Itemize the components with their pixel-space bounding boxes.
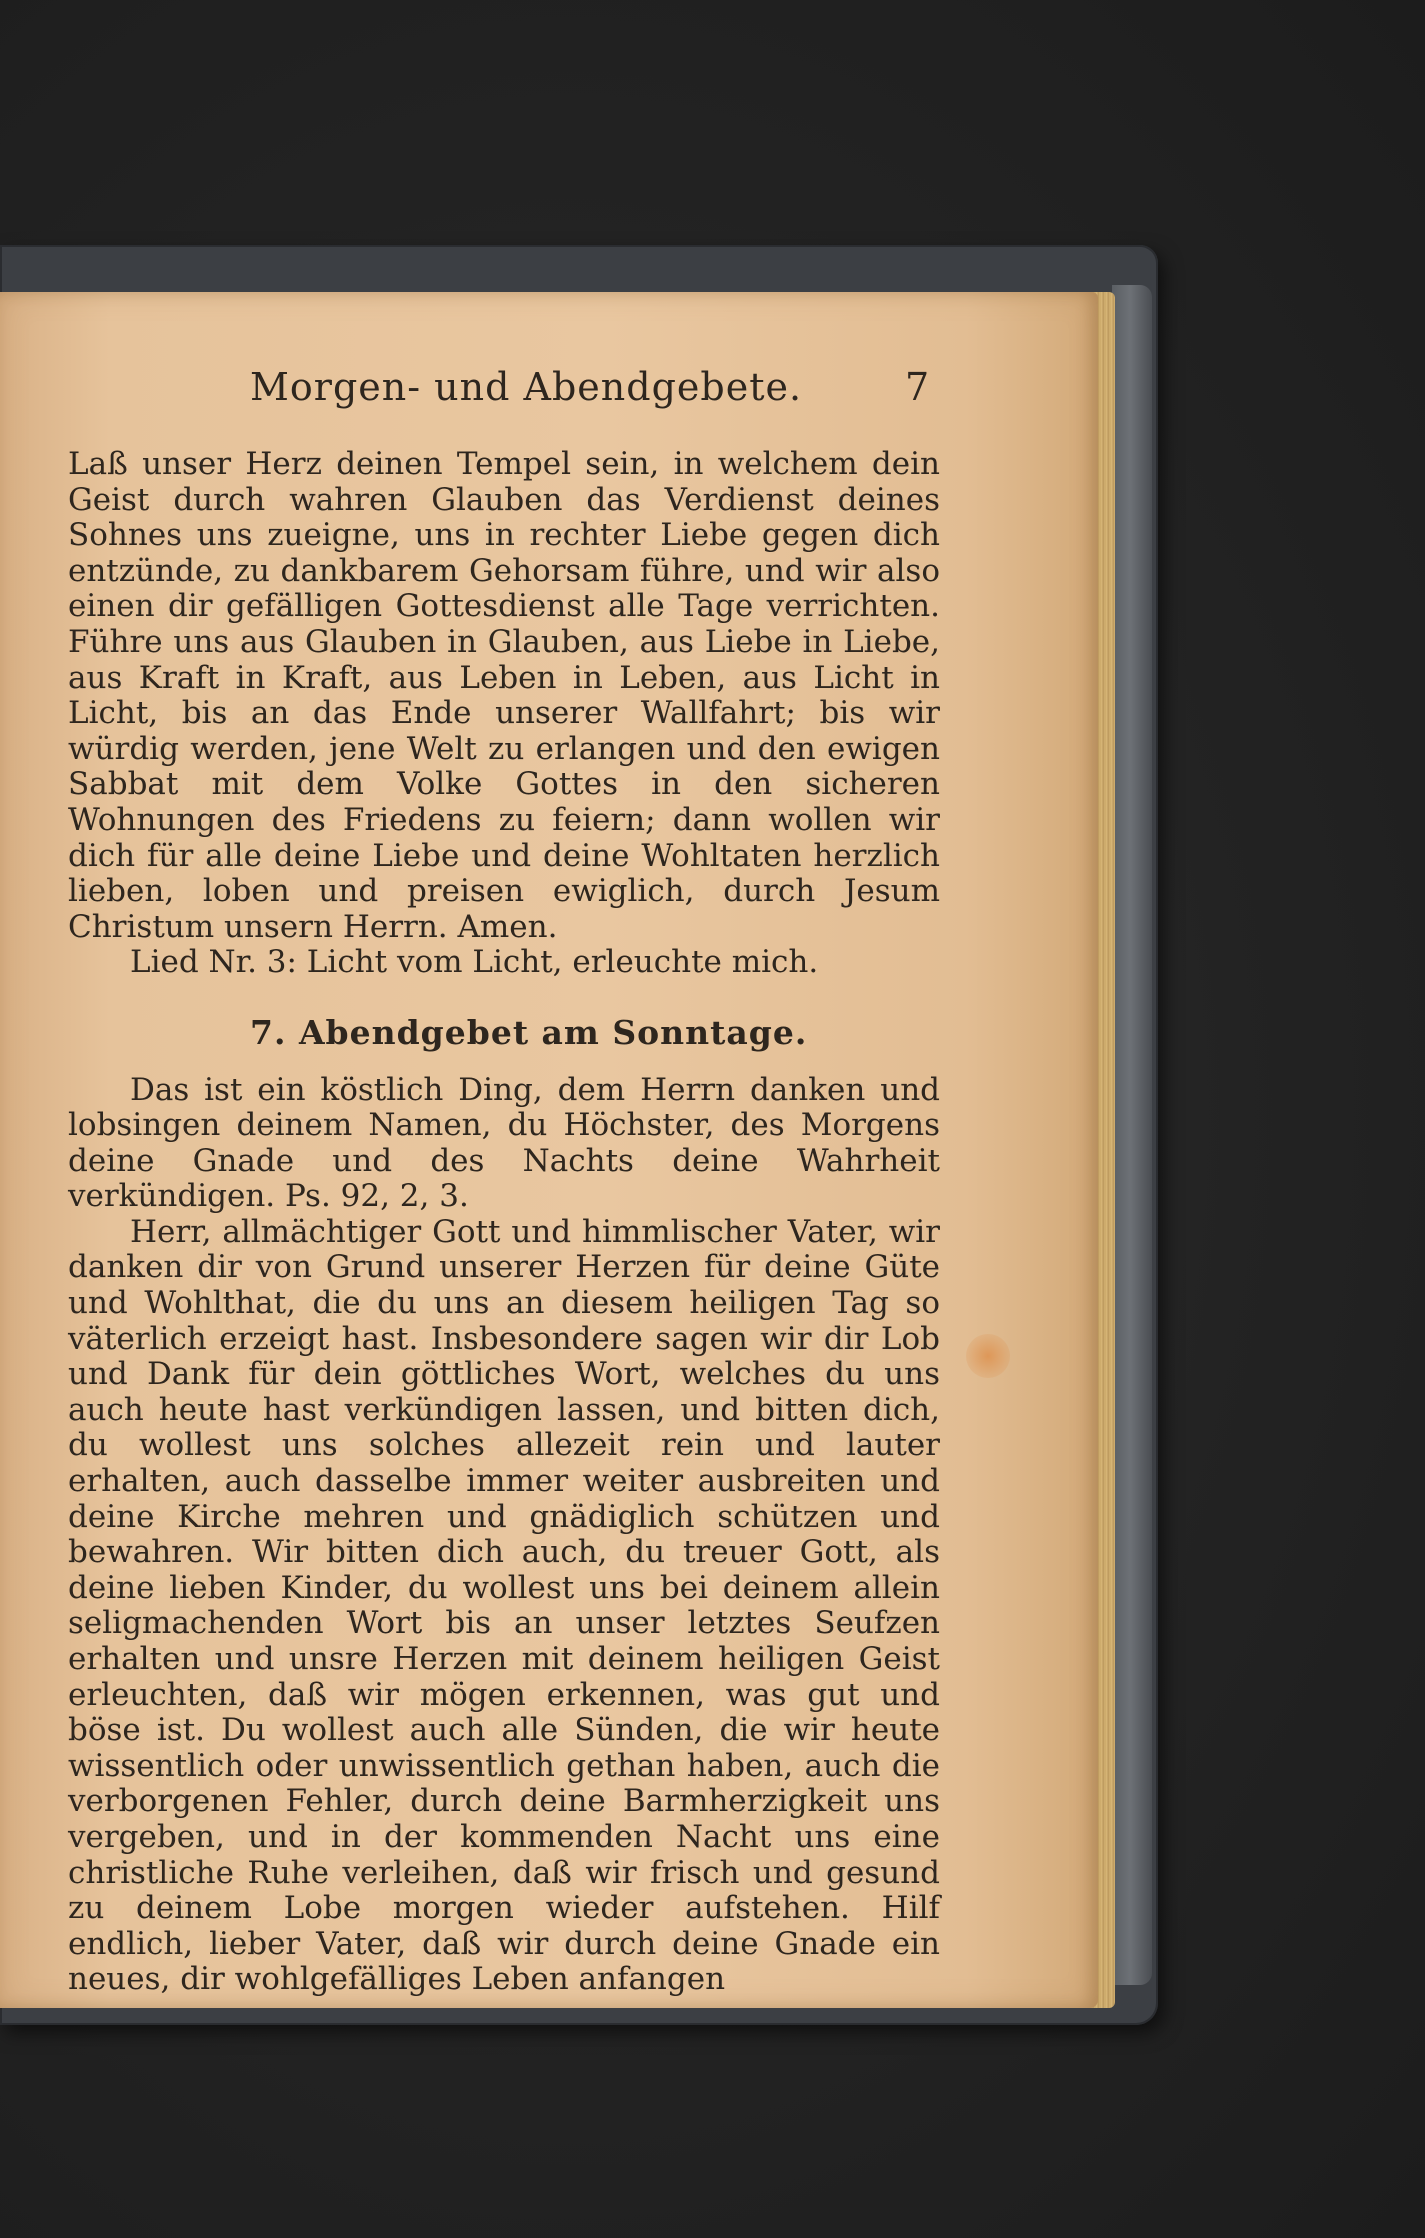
page-header [250, 365, 930, 415]
page-number: 7 [905, 365, 931, 409]
paper-stain [966, 1334, 1010, 1378]
psalm-quote: Das ist ein köstlich Ding, dem Herrn danken und lobsingen deinem Namen, du Höchster, des Morgens deine Gnade und des Nachts deine Wahrheit verkündigen. Ps. 92, 2, 3. [68, 1071, 940, 1215]
paragraph-prayer-continued: Laß unser Herz deinen Tempel sein, in welchem dein Geist durch wahren Glauben das Verdienst deines Sohnes uns zueigne, uns in rechter Liebe gegen dich entzünde, zu dankbarem Gehorsam führe, und wir also einen dir gefälligen Gottesdienst alle Tage verrichten. Führe uns aus Glauben in Glauben, aus Liebe in Liebe, aus Kraft in Kraft, aus Leben in Leben, aus Licht in Licht, bis an das Ende unserer Wallfahrt; bis wir würdig werden, jene Welt zu erlangen und den ewigen Sabbat mit dem Volke Gottes in den sicheren Wohnungen des Friedens zu feiern; dann wollen wir dich für alle deine Liebe und deine Wohltaten herzlich lieben, loben und preisen ewiglich, durch Jesum Christum unsern Herrn. Amen. [68, 446, 940, 945]
paragraph-evening-prayer: Herr, allmächtiger Gott und himmlischer Vater, wir danken dir von Grund unserer Herzen für deine Güte und Wohlthat, die du uns an diesem heiligen Tag so väterlich erzeigt hast. Insbesondere sagen wir dir Lob und Dank für dein göttliches Wort, welches du uns auch heute hast verkündigen lassen, und bitten dich, du wollest uns solches allezeit rein und lauter erhalten, auch dasselbe immer weiter ausbreiten und deine Kirche mehren und gnädiglich schützen und bewahren. Wir bitten dich auch, du treuer Gott, als deine lieben Kinder, du wollest uns bei deinem allein seligmachenden Wort bis an unser letztes Seufzen erhalten und unsre Herzen mit deinem heiligen Geist erleuchten, daß wir mögen erkennen, was gut und böse ist. Du wollest auch alle Sünden, die wir heute wissentlich oder unwissentlich gethan haben, auch die verborgenen Fehler, durch deine Barmherzigkeit uns vergeben, und in der kommenden Nacht uns eine christliche Ruhe verleihen, daß wir frisch und gesund zu deinem Lobe morgen wieder aufstehen. Hilf endlich, lieber Vater, daß wir durch deine Gnade ein neues, dir wohlgefälliges Leben anfangen [68, 1213, 940, 1998]
hymn-reference: Lied Nr. 3: Licht vom Licht, erleuchte mich. [130, 944, 819, 981]
running-head: Morgen- und Abendgebete. [250, 365, 803, 409]
section-heading: 7. Abendgebet am Sonntage. [250, 1012, 808, 1052]
text-block [68, 447, 940, 1998]
